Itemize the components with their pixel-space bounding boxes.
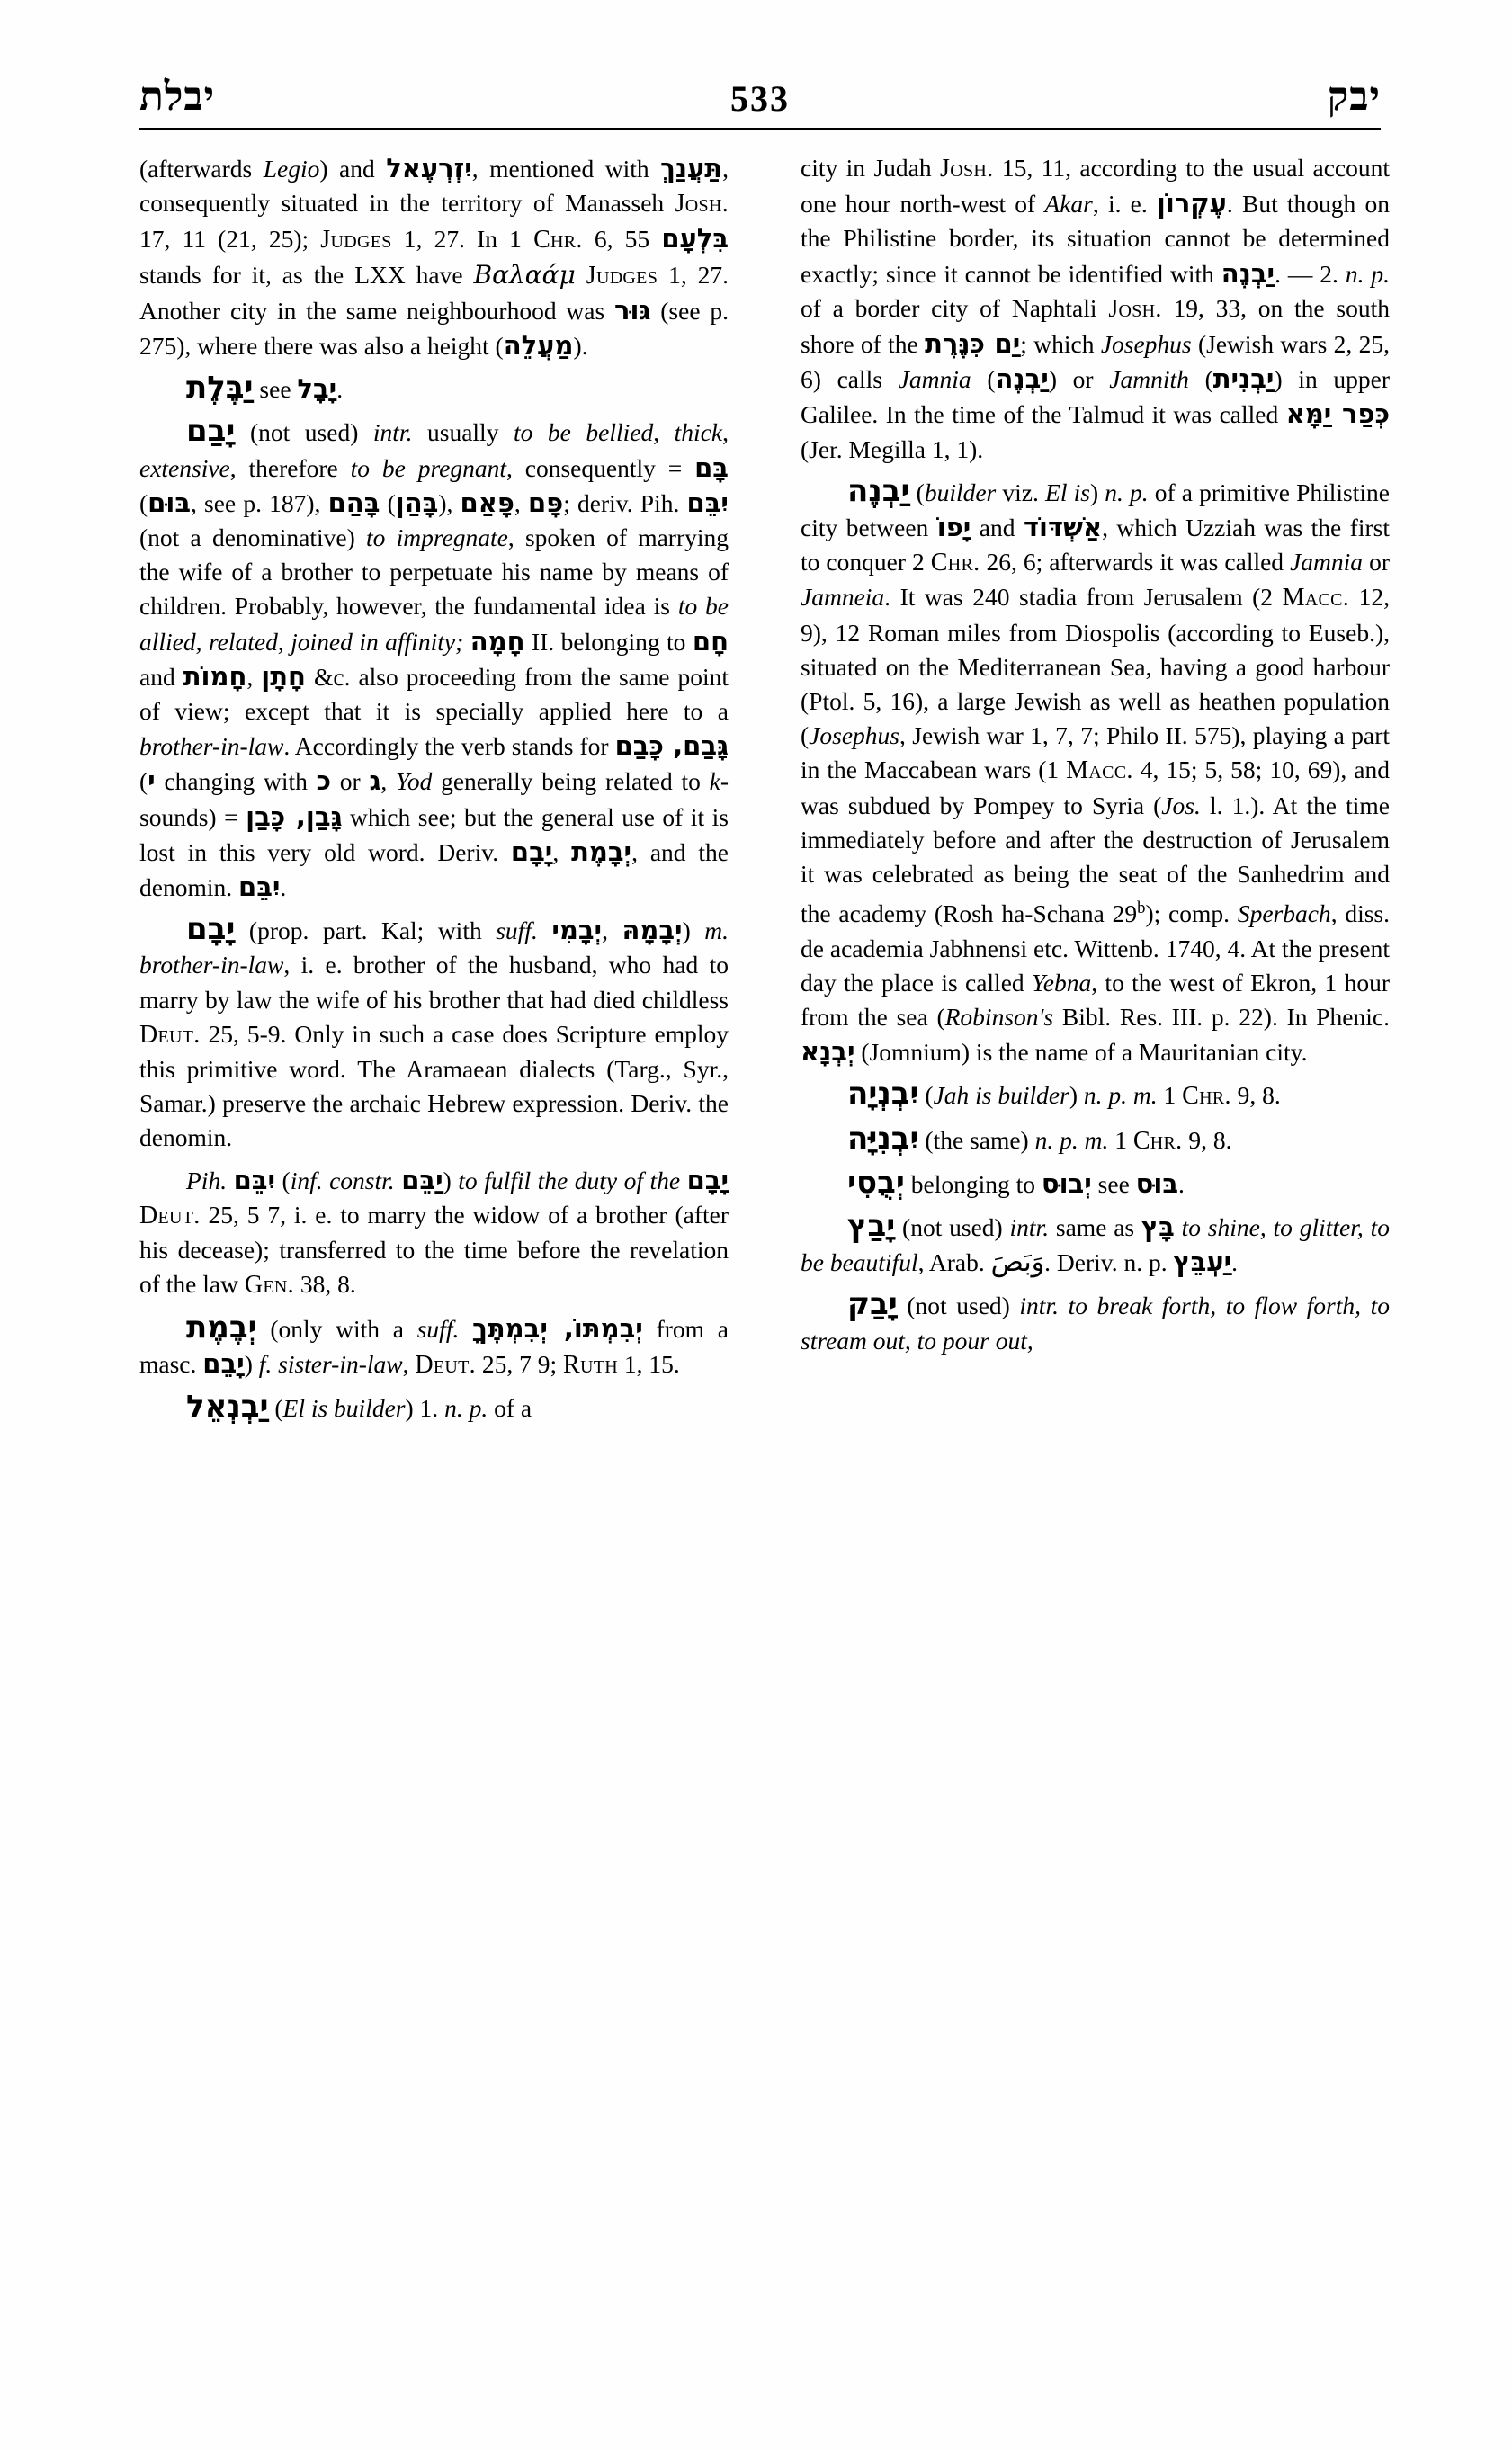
text-run: 9, 8. xyxy=(1182,1125,1232,1154)
hebrew-word: אַשְׁדּוֹד xyxy=(1023,512,1103,543)
text-run: . It was 240 stadia from Jerusalem (2 xyxy=(884,583,1283,612)
text-run: ) in upper Galilee. In the time of the Talmud it was called xyxy=(801,365,1390,429)
hebrew-word: פָּם xyxy=(527,487,564,518)
hebrew-word: יִבֵּם xyxy=(233,1164,276,1195)
hebrew-headword: יִבְנְיָה xyxy=(847,1076,919,1113)
text-run xyxy=(576,261,586,289)
smallcaps-reference: Chr. xyxy=(1182,1082,1231,1111)
dictionary-entry xyxy=(801,1287,1390,1357)
text-run: (the same) xyxy=(918,1125,1035,1154)
hebrew-headword: יָבַק xyxy=(847,1286,898,1323)
text-run: , spoken of marrying the wife of a brother to perpetuate his name by means of children. Probably, however, the fundamental idea is xyxy=(139,523,729,621)
hebrew-word: יִבֵּם xyxy=(686,487,729,518)
text-run: II. belonging to xyxy=(524,627,693,656)
two-column-body xyxy=(139,151,1390,2382)
italic-run: intr. xyxy=(1009,1213,1050,1242)
italic-run: to be pregnant xyxy=(350,453,506,482)
text-run: ( xyxy=(139,767,148,796)
text-run xyxy=(1059,1292,1069,1319)
text-run xyxy=(680,1167,687,1194)
dictionary-entry xyxy=(139,1163,729,1303)
text-run: , xyxy=(380,767,397,796)
dictionary-entry xyxy=(801,474,1390,1070)
hebrew-word: תַּעֲנַךְ xyxy=(660,153,723,183)
text-run: , xyxy=(246,662,262,691)
text-run: of a border city of Naphtali xyxy=(801,293,1109,322)
italic-run: n. p. m. xyxy=(1034,1125,1109,1154)
text-run: . xyxy=(1178,1169,1185,1198)
text-run: 1, 27. Another city in the same neighbourhood was xyxy=(139,260,729,325)
left-column xyxy=(139,151,729,1426)
text-run xyxy=(538,917,552,944)
hebrew-word: עֶקְרוֹן xyxy=(1156,188,1227,219)
smallcaps-reference: Josh. xyxy=(940,155,994,183)
smallcaps-reference: Deut. xyxy=(139,1201,201,1229)
hebrew-word: יָבָם xyxy=(510,836,553,867)
hebrew-word: בָּם xyxy=(694,452,729,483)
italic-run: Yod xyxy=(396,767,433,796)
smallcaps-reference: Josh. xyxy=(1108,294,1162,323)
smallcaps-reference: Macc. xyxy=(1282,584,1350,612)
hebrew-word: יָבֵם xyxy=(202,1347,245,1379)
running-head xyxy=(139,54,1381,117)
smallcaps-reference: Deut. xyxy=(139,1020,201,1049)
text-run: (not a denominative) xyxy=(139,523,366,552)
text-run: . xyxy=(280,873,287,902)
smallcaps-reference: Ruth xyxy=(562,1350,618,1379)
text-run: see xyxy=(253,375,298,404)
hebrew-word: חָם xyxy=(692,625,729,657)
text-run: ) xyxy=(443,1166,459,1194)
text-run: ) xyxy=(1089,478,1105,506)
hebrew-word: בּוּם xyxy=(148,487,192,518)
italic-run: n. p. xyxy=(1345,259,1391,288)
text-run: ) or xyxy=(1048,365,1110,394)
hebrew-word: ג xyxy=(369,765,381,797)
text-run: . Accordingly the verb stands for xyxy=(283,732,615,761)
text-run: , to the west of Ekron, 1 hour from the sea ( xyxy=(801,968,1390,1032)
text-run: 12, 9), 12 Roman miles from Diospolis (according to Euseb.), situated on the Mediterranean Sea, having a good harbour (Ptol. 5, 16), a large Jewish as well as heathen population ( xyxy=(801,583,1390,750)
hebrew-word: יַבְנֶה xyxy=(1221,257,1275,289)
text-run: 25, 5 7, i. e. to marry the widow of a brother (after his decease); transferred to the time before the revelation of the law xyxy=(139,1200,729,1299)
hebrew-headword: יַבֶּלֶת xyxy=(186,370,254,407)
smallcaps-reference: Chr. xyxy=(533,226,583,255)
hebrew-word: גָּבַם, כָּבַם xyxy=(614,730,729,762)
text-run: ( xyxy=(1188,365,1213,394)
superscript-run: b xyxy=(1137,899,1146,918)
dictionary-entry xyxy=(139,371,729,407)
italic-run: Jah is builder xyxy=(933,1081,1069,1110)
text-run: (prop. part. Kal; with xyxy=(235,917,497,945)
text-run: and xyxy=(139,662,183,691)
text-run: , xyxy=(402,1349,416,1378)
text-run: or xyxy=(331,767,370,796)
text-run: 19, 33, on the south shore of the xyxy=(801,293,1390,359)
text-run: Bibl. Res. III. p. 22). In Phenic. xyxy=(1053,1003,1390,1032)
italic-run: Josephus xyxy=(1100,330,1192,359)
text-run: , xyxy=(514,488,528,517)
text-run: 26, 6; afterwards it was called xyxy=(980,548,1291,577)
text-run: ) xyxy=(682,917,705,945)
italic-run: Legio xyxy=(263,155,320,183)
text-run: of a xyxy=(488,1393,532,1422)
text-run: ( xyxy=(971,365,996,394)
italic-run: Jamnia xyxy=(1290,548,1364,577)
text-run: . xyxy=(1231,1248,1239,1277)
hebrew-word: פָּאַם xyxy=(460,487,514,518)
dictionary-entry xyxy=(801,1209,1390,1280)
text-run: same as xyxy=(1049,1213,1141,1242)
text-run: 15, 11, according to the usual account one hour north-west of xyxy=(801,154,1391,219)
hebrew-headword: יָבָם xyxy=(186,911,236,948)
text-run: , xyxy=(602,917,622,945)
text-run: , xyxy=(653,418,675,447)
text-run: 6, 55 xyxy=(582,225,662,254)
text-run: (only with a xyxy=(256,1314,417,1343)
italic-run: m. brother-in-law xyxy=(139,917,729,979)
text-run: ( xyxy=(380,488,396,517)
smallcaps-reference: Deut. xyxy=(415,1350,476,1379)
text-run: belonging to xyxy=(904,1169,1042,1198)
hebrew-headword: יְבֻסִי xyxy=(847,1164,905,1201)
italic-run: inf. constr. xyxy=(290,1166,395,1194)
italic-run: f. sister-in-law xyxy=(258,1349,403,1378)
text-run: (Jer. Megilla 1, 1). xyxy=(801,434,984,463)
paragraph-continuation xyxy=(139,151,729,363)
text-run: (not used) xyxy=(235,418,373,447)
italic-run: builder xyxy=(924,478,997,506)
smallcaps-reference: Macc. xyxy=(1066,756,1133,785)
hebrew-headword: יְבֶמֶת xyxy=(186,1309,257,1346)
text-run: ; which xyxy=(1020,330,1101,359)
italic-run: n. p. m. xyxy=(1083,1081,1158,1110)
text-run: , xyxy=(552,837,572,866)
hebrew-word: בָּץ xyxy=(1141,1212,1175,1243)
text-run: ) xyxy=(1069,1081,1084,1110)
hebrew-word: יָפוֹ xyxy=(936,512,971,543)
italic-run: Jamnith xyxy=(1109,365,1189,394)
hebrew-word: בָּהַן xyxy=(395,487,439,518)
italic-run: to shine, to glitter, to be beautiful xyxy=(801,1213,1390,1277)
hebrew-word: יַבֵּם xyxy=(401,1164,443,1195)
text-run: 38, 8. xyxy=(293,1270,356,1299)
text-run: ) xyxy=(244,1349,259,1378)
text-run: , consequently = xyxy=(506,453,695,482)
right-column xyxy=(801,151,1390,1358)
text-run: ( xyxy=(909,478,925,506)
dictionary-entry xyxy=(801,1166,1390,1202)
paragraph-continuation xyxy=(801,151,1390,467)
hebrew-word: גּוּר xyxy=(614,294,651,326)
hebrew-word: יַם כִּנֶּרֶת xyxy=(925,328,1021,360)
italic-run: brother-in-law xyxy=(139,732,284,761)
smallcaps-reference: Judges xyxy=(320,226,392,255)
text-run: ); comp. xyxy=(1145,899,1238,928)
text-run: (Jomnium) is the name of a Mauritanian city. xyxy=(854,1038,1308,1067)
hebrew-word: יִבֵּם xyxy=(238,872,281,903)
text-run: , Jewish war 1, 7, 7; Philo II. 575), playing a part in the Maccabean wars (1 xyxy=(801,721,1390,784)
text-run: 9, 8. xyxy=(1230,1081,1281,1110)
text-run: ), xyxy=(438,488,461,517)
italic-run: suff. xyxy=(496,917,538,945)
smallcaps-reference: Judges xyxy=(586,261,658,290)
text-run: -sounds) = xyxy=(139,767,729,831)
hebrew-word: יַבְנִית xyxy=(1212,363,1275,395)
dictionary-entry xyxy=(139,1310,729,1382)
text-run xyxy=(459,1315,472,1343)
hebrew-headword: יָבַץ xyxy=(847,1208,896,1245)
text-run: viz. xyxy=(996,478,1046,506)
text-run: 1 xyxy=(1157,1081,1183,1110)
hebrew-word: י xyxy=(148,765,156,797)
hebrew-word: חָמָה xyxy=(470,625,525,657)
smallcaps-reference: Gen. xyxy=(244,1271,294,1300)
text-run: ) 1. xyxy=(405,1393,445,1422)
text-run: ( xyxy=(275,1166,291,1194)
text-run: (not used) xyxy=(897,1292,1020,1320)
text-run: , xyxy=(722,418,729,447)
text-run: ( xyxy=(268,1393,283,1422)
hebrew-word: יְבָמָהּ xyxy=(622,915,683,946)
text-run: , i. e. brother of the husband, who had to marry by law the wife of his brother that had died childless xyxy=(139,951,729,1014)
hebrew-word: חָמוֹת xyxy=(183,660,247,692)
italic-run: to fulfil the duty of the xyxy=(458,1166,681,1194)
italic-run: Sperbach xyxy=(1237,899,1331,928)
text-run xyxy=(463,628,470,656)
text-run: . Deriv. n. p. xyxy=(1044,1248,1174,1277)
text-run: . — 2. xyxy=(1275,259,1346,288)
hebrew-word: חָתָן xyxy=(261,660,306,692)
hebrew-word: יְבְנָא xyxy=(801,1036,855,1068)
smallcaps-reference: Chr. xyxy=(1132,1126,1183,1155)
text-run: , diss. de academia Jabhnensi etc. Wittenb. 1740, 4. At the present day the place is called xyxy=(801,899,1391,997)
text-run: 17, 11 (21, 25); xyxy=(139,225,321,254)
hebrew-word: בִּלְעָם xyxy=(661,223,729,255)
hebrew-word: גָּבַן, כָּבַן xyxy=(246,800,343,832)
text-run: changing with xyxy=(155,767,317,796)
italic-run: to be bellied xyxy=(513,418,654,447)
hebrew-word: יַבְנֶה xyxy=(995,363,1049,395)
text-run: 4, 15; 5, 58; 10, 69), and was subdued by Pompey to Syria ( xyxy=(801,756,1390,819)
text-run: . xyxy=(336,375,344,404)
italic-run: Jamneia xyxy=(801,583,885,612)
text-run: ). xyxy=(573,332,588,361)
italic-run: to impregnate xyxy=(366,523,508,552)
text-run: . But though on the Philistine border, its situation cannot be determined exactly; since it cannot be identified with xyxy=(801,190,1390,288)
smallcaps-reference: Josh. xyxy=(675,190,729,219)
hebrew-word: יַעְבֵּץ xyxy=(1173,1247,1232,1278)
text-run: from a masc. xyxy=(139,1314,729,1378)
italic-run: n. p. xyxy=(444,1393,488,1422)
hebrew-word: כְּפַר יַמָּא xyxy=(1285,398,1390,430)
hebrew-word: יְבָמִי xyxy=(551,915,603,946)
text-run: (afterwards xyxy=(139,155,264,183)
hebrew-word: יָבָם xyxy=(686,1164,729,1195)
text-run: , mentioned with xyxy=(471,155,661,183)
hebrew-word: מַעֲלֵה xyxy=(503,330,574,362)
text-run xyxy=(227,1167,234,1194)
text-run: , Arab. xyxy=(917,1248,991,1277)
text-run: , consequently situated in the territory of Manasseh xyxy=(139,155,729,218)
text-run: ( xyxy=(918,1081,934,1110)
text-run xyxy=(1175,1213,1182,1241)
italic-run: Yebna xyxy=(1031,968,1092,997)
text-run: 1, 15. xyxy=(617,1349,680,1378)
text-run: , which Uzziah was the first to conquer 2 xyxy=(801,514,1390,577)
text-run: 1 xyxy=(1108,1125,1133,1154)
italic-run: to break forth, to flow forth, to stream out, to pour out, xyxy=(801,1292,1390,1355)
text-run: 1, 27. In 1 xyxy=(391,225,534,254)
text-run: which see; but the general use of it is lost in this very old word. Deriv. xyxy=(139,802,729,866)
italic-run: El is builder xyxy=(282,1393,406,1422)
italic-run: El is xyxy=(1045,478,1090,506)
smallcaps-reference: Chr. xyxy=(930,549,980,577)
hebrew-headword: יַבְנֶה xyxy=(847,472,910,509)
text-run: 25, 5-9. Only in such a case does Scripture employ this primitive word. The Aramaean dialects (Targ., Syr., Samar.) preserve the archaic Hebrew expression. Deriv. the denomin. xyxy=(139,1019,729,1152)
text-run: , and the denomin. xyxy=(139,837,729,902)
text-run: (Jewish wars 2, 25, 6) calls xyxy=(801,330,1390,394)
hebrew-word: יְבִמְתּוֹ, יְבִמְתֶּךָ xyxy=(472,1312,643,1344)
text-run: generally being related to xyxy=(432,767,710,796)
running-head-left-headword: יבלת xyxy=(139,75,216,119)
text-run: (not used) xyxy=(895,1213,1010,1242)
italic-run: intr. xyxy=(1019,1292,1059,1320)
text-run: (see p. 275), where there was also a height ( xyxy=(139,296,729,361)
hebrew-word: יְבוּס xyxy=(1041,1167,1092,1199)
text-run: or xyxy=(1363,548,1390,577)
hebrew-headword: יִבְנִיָּה xyxy=(847,1120,919,1157)
text-run: ; deriv. Pih. xyxy=(563,488,687,517)
hebrew-headword: יַבְנְאֵל xyxy=(186,1388,269,1425)
text-run: &c. also proceeding from the same point of view; except that it is specially applied here to a xyxy=(139,662,729,726)
italic-run: thick xyxy=(674,418,723,447)
hebrew-word: יִזְרְעֶאל xyxy=(386,153,472,183)
italic-run: Jamnia xyxy=(898,365,971,394)
dictionary-entry xyxy=(801,1077,1390,1113)
dictionary-entry xyxy=(139,1390,729,1426)
italic-run: to be allied, related, joined in affinity; xyxy=(139,592,729,656)
text-run: and xyxy=(971,514,1024,542)
text-run: , i. e. xyxy=(1092,190,1157,219)
text-run: see xyxy=(1091,1169,1136,1198)
italic-run: extensive xyxy=(139,453,230,482)
text-run: , see p. 187), xyxy=(191,488,328,517)
text-run: usually xyxy=(412,418,514,447)
italic-run: n. p. xyxy=(1105,478,1149,506)
greek-word: Βαλαάμ xyxy=(473,259,576,290)
hebrew-headword: יָבַם xyxy=(186,413,236,450)
text-run: l. 1.). At the time immediately before and after the destruction of Jerusalem it was celebrated as being the seat of the Sanhedrim and the academy (Rosh ha-Schana 29 xyxy=(801,791,1390,928)
text-run: ) and xyxy=(319,155,387,183)
hebrew-word: יְבָמֶת xyxy=(571,836,632,867)
italic-run: Akar xyxy=(1044,190,1093,219)
hebrew-word: כ xyxy=(316,765,332,797)
text-run: , therefore xyxy=(229,453,351,482)
hebrew-word: יָבָל xyxy=(297,373,337,405)
italic-run: Pih. xyxy=(186,1166,228,1194)
italic-run: suff. xyxy=(416,1314,460,1343)
italic-run: Josephus xyxy=(809,721,899,750)
italic-run: intr. xyxy=(372,418,413,447)
text-run: stands for it, as the LXX have xyxy=(139,260,474,289)
page-number: 533 xyxy=(730,78,790,119)
italic-run: Jos. xyxy=(1161,791,1201,819)
dictionary-entry xyxy=(139,912,729,1155)
header-rule xyxy=(139,128,1381,130)
text-run: 25, 7 9; xyxy=(475,1349,563,1378)
hebrew-word: בָּהַם xyxy=(327,487,380,518)
italic-run: Robinson's xyxy=(944,1003,1054,1032)
dictionary-entry xyxy=(801,1122,1390,1158)
hebrew-word: בּוּס xyxy=(1135,1167,1179,1199)
arabic-word: وَبَصَ xyxy=(990,1247,1045,1279)
running-head-right-headword: יבק xyxy=(1327,75,1381,119)
text-run: city in Judah xyxy=(801,154,941,182)
text-run: ( xyxy=(139,488,148,517)
dictionary-entry xyxy=(139,414,729,905)
italic-run: k xyxy=(709,767,720,796)
text-run: of a primitive Philistine city between xyxy=(801,478,1390,542)
